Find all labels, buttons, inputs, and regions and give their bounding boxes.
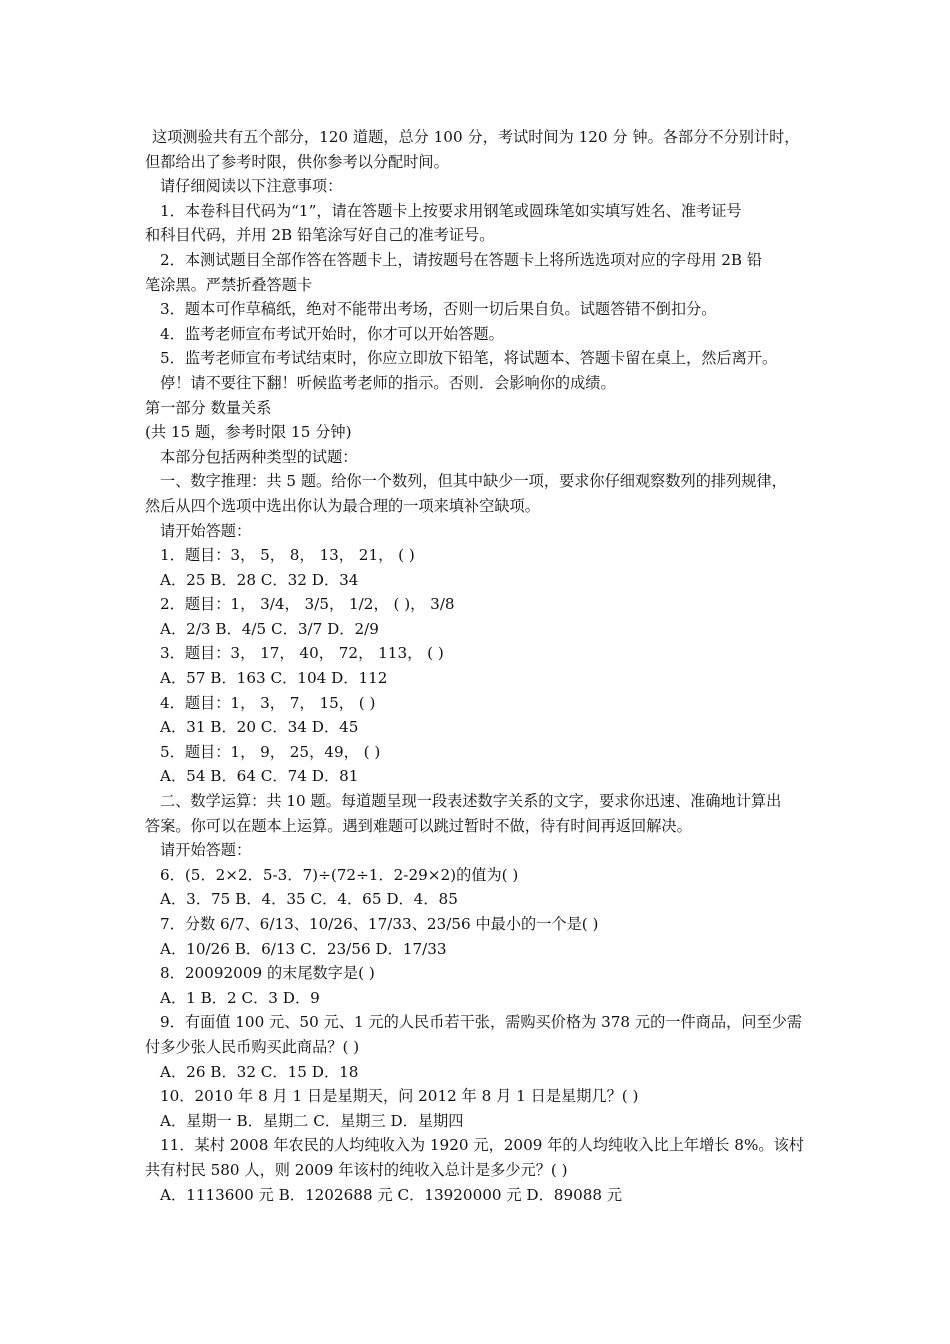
notice-1-line-2: 和科目代码，并用 2B 铅笔涂写好自己的准考证号。	[145, 226, 495, 245]
section-1-desc-line-2: 然后从四个选项中选出你认为最合理的一项来填补空缺项。	[145, 496, 540, 515]
section-2-start: 请开始答题：	[160, 841, 252, 860]
question-10-options: A．星期一 B．星期二 C．星期三 D．星期四	[160, 1111, 464, 1130]
question-5-options: A．54 B．64 C．74 D．81	[160, 767, 359, 786]
question-4-options: A．31 B．20 C．34 D．45	[160, 718, 359, 737]
question-1-options: A．25 B．28 C．32 D．34	[160, 570, 359, 589]
question-8: 8．20092009 的末尾数字是( )	[160, 964, 375, 983]
question-7: 7．分数 6/7、6/13、10/26、17/33、23/56 中最小的一个是( )	[160, 915, 599, 933]
section-2-desc-line-1: 二、数学运算：共 10 题。每道题呈现一段表述数字关系的文字，要求你迅速、准确地计算出	[160, 792, 782, 811]
notice-1-line-1: 1．本卷科目代码为“1”，请在答题卡上按要求用钢笔或圆珠笔如实填写姓名、准考证号	[160, 201, 742, 220]
question-11-line-1: 11．某村 2008 年农民的人均纯收入为 1920 元，2009 年的人均纯收入比上年增长 8%。该村	[160, 1136, 804, 1155]
stop-warning: 停！请不要往下翻！听候监考老师的指示。否则．会影响你的成绩。	[160, 373, 616, 392]
question-11-line-2: 共有村民 580 人，则 2009 年该村的纯收入总计是多少元？( )	[145, 1160, 568, 1179]
question-8-options: A．1 B．2 C．3 D．9	[160, 988, 320, 1007]
question-3: 3．题目：3， 17， 40， 72， 113， ( )	[160, 644, 444, 663]
section-2-desc-line-2: 答案。你可以在题本上运算。遇到难题可以跳过暂时不做，待有时间再返回解决。	[145, 816, 692, 835]
question-11-options: A．1113600 元 B．1202688 元 C．13920000 元 D．89088 元	[160, 1185, 623, 1204]
notice-heading: 请仔细阅读以下注意事项：	[160, 177, 343, 196]
section-1-start: 请开始答题：	[160, 521, 252, 540]
question-9-line-2: 付多少张人民币购买此商品？( )	[145, 1037, 360, 1056]
document-page	[145, 125, 810, 1207]
question-6: 6．(5．2×2．5-3．7)÷(72÷1．2-29×2)的值为( )	[160, 865, 519, 884]
part-1-title: 第一部分 数量关系	[145, 398, 272, 417]
part-1-time-limit: (共 15 题，参考时限 15 分钟)	[145, 423, 352, 442]
notice-5: 5．监考老师宣布考试结束时，你应立即放下铅笔，将试题本、答题卡留在桌上，然后离开。	[160, 349, 778, 368]
question-3-options: A．57 B．163 C．104 D．112	[160, 669, 388, 688]
notice-4: 4．监考老师宣布考试开始时，你才可以开始答题。	[160, 324, 504, 343]
question-2: 2．题目：1， 3/4， 3/5， 1/2， ( )， 3/8	[160, 595, 455, 614]
section-1-desc-line-1: 一、数字推理：共 5 题。给你一个数列，但其中缺少一项，要求你仔细观察数列的排列规律，	[160, 472, 787, 491]
question-9-options: A．26 B．32 C．15 D．18	[160, 1062, 359, 1081]
part-1-intro: 本部分包括两种类型的试题：	[160, 447, 358, 466]
question-2-options: A．2/3 B．4/5 C．3/7 D．2/9	[160, 619, 379, 638]
question-5: 5．题目：1， 9， 25，49， ( )	[160, 742, 381, 761]
question-4: 4．题目：1， 3， 7， 15， ( )	[160, 693, 376, 712]
question-10: 10．2010 年 8 月 1 日是星期天，问 2012 年 8 月 1 日是星期几？( )	[160, 1087, 639, 1106]
intro-paragraph-line-2: 但都给出了参考时限，供你参考以分配时间。	[145, 152, 449, 171]
question-1: 1．题目：3， 5， 8， 13， 21， ( )	[160, 546, 415, 565]
notice-2-line-1: 2．本测试题目全部作答在答题卡上，请按题号在答题卡上将所选选项对应的字母用 2B 铅	[160, 250, 763, 269]
notice-2-line-2: 笔涂黑。严禁折叠答题卡	[145, 275, 313, 294]
question-9-line-1: 9．有面值 100 元、50 元、1 元的人民币若干张，需购买价格为 378 元的一件商品，问至少需	[160, 1013, 802, 1032]
intro-paragraph-line-1: 这项测验共有五个部分，120 道题，总分 100 分，考试时间为 120 分 钟。各部分不分别计时，	[152, 128, 800, 146]
question-7-options: A．10/26 B．6/13 C．23/56 D．17/33	[160, 939, 447, 958]
question-6-options: A．3．75 B．4．35 C．4．65 D．4．85	[160, 890, 458, 909]
notice-3: 3．题本可作草稿纸，绝对不能带出考场，否则一切后果自负。试题答错不倒扣分。	[160, 300, 717, 319]
